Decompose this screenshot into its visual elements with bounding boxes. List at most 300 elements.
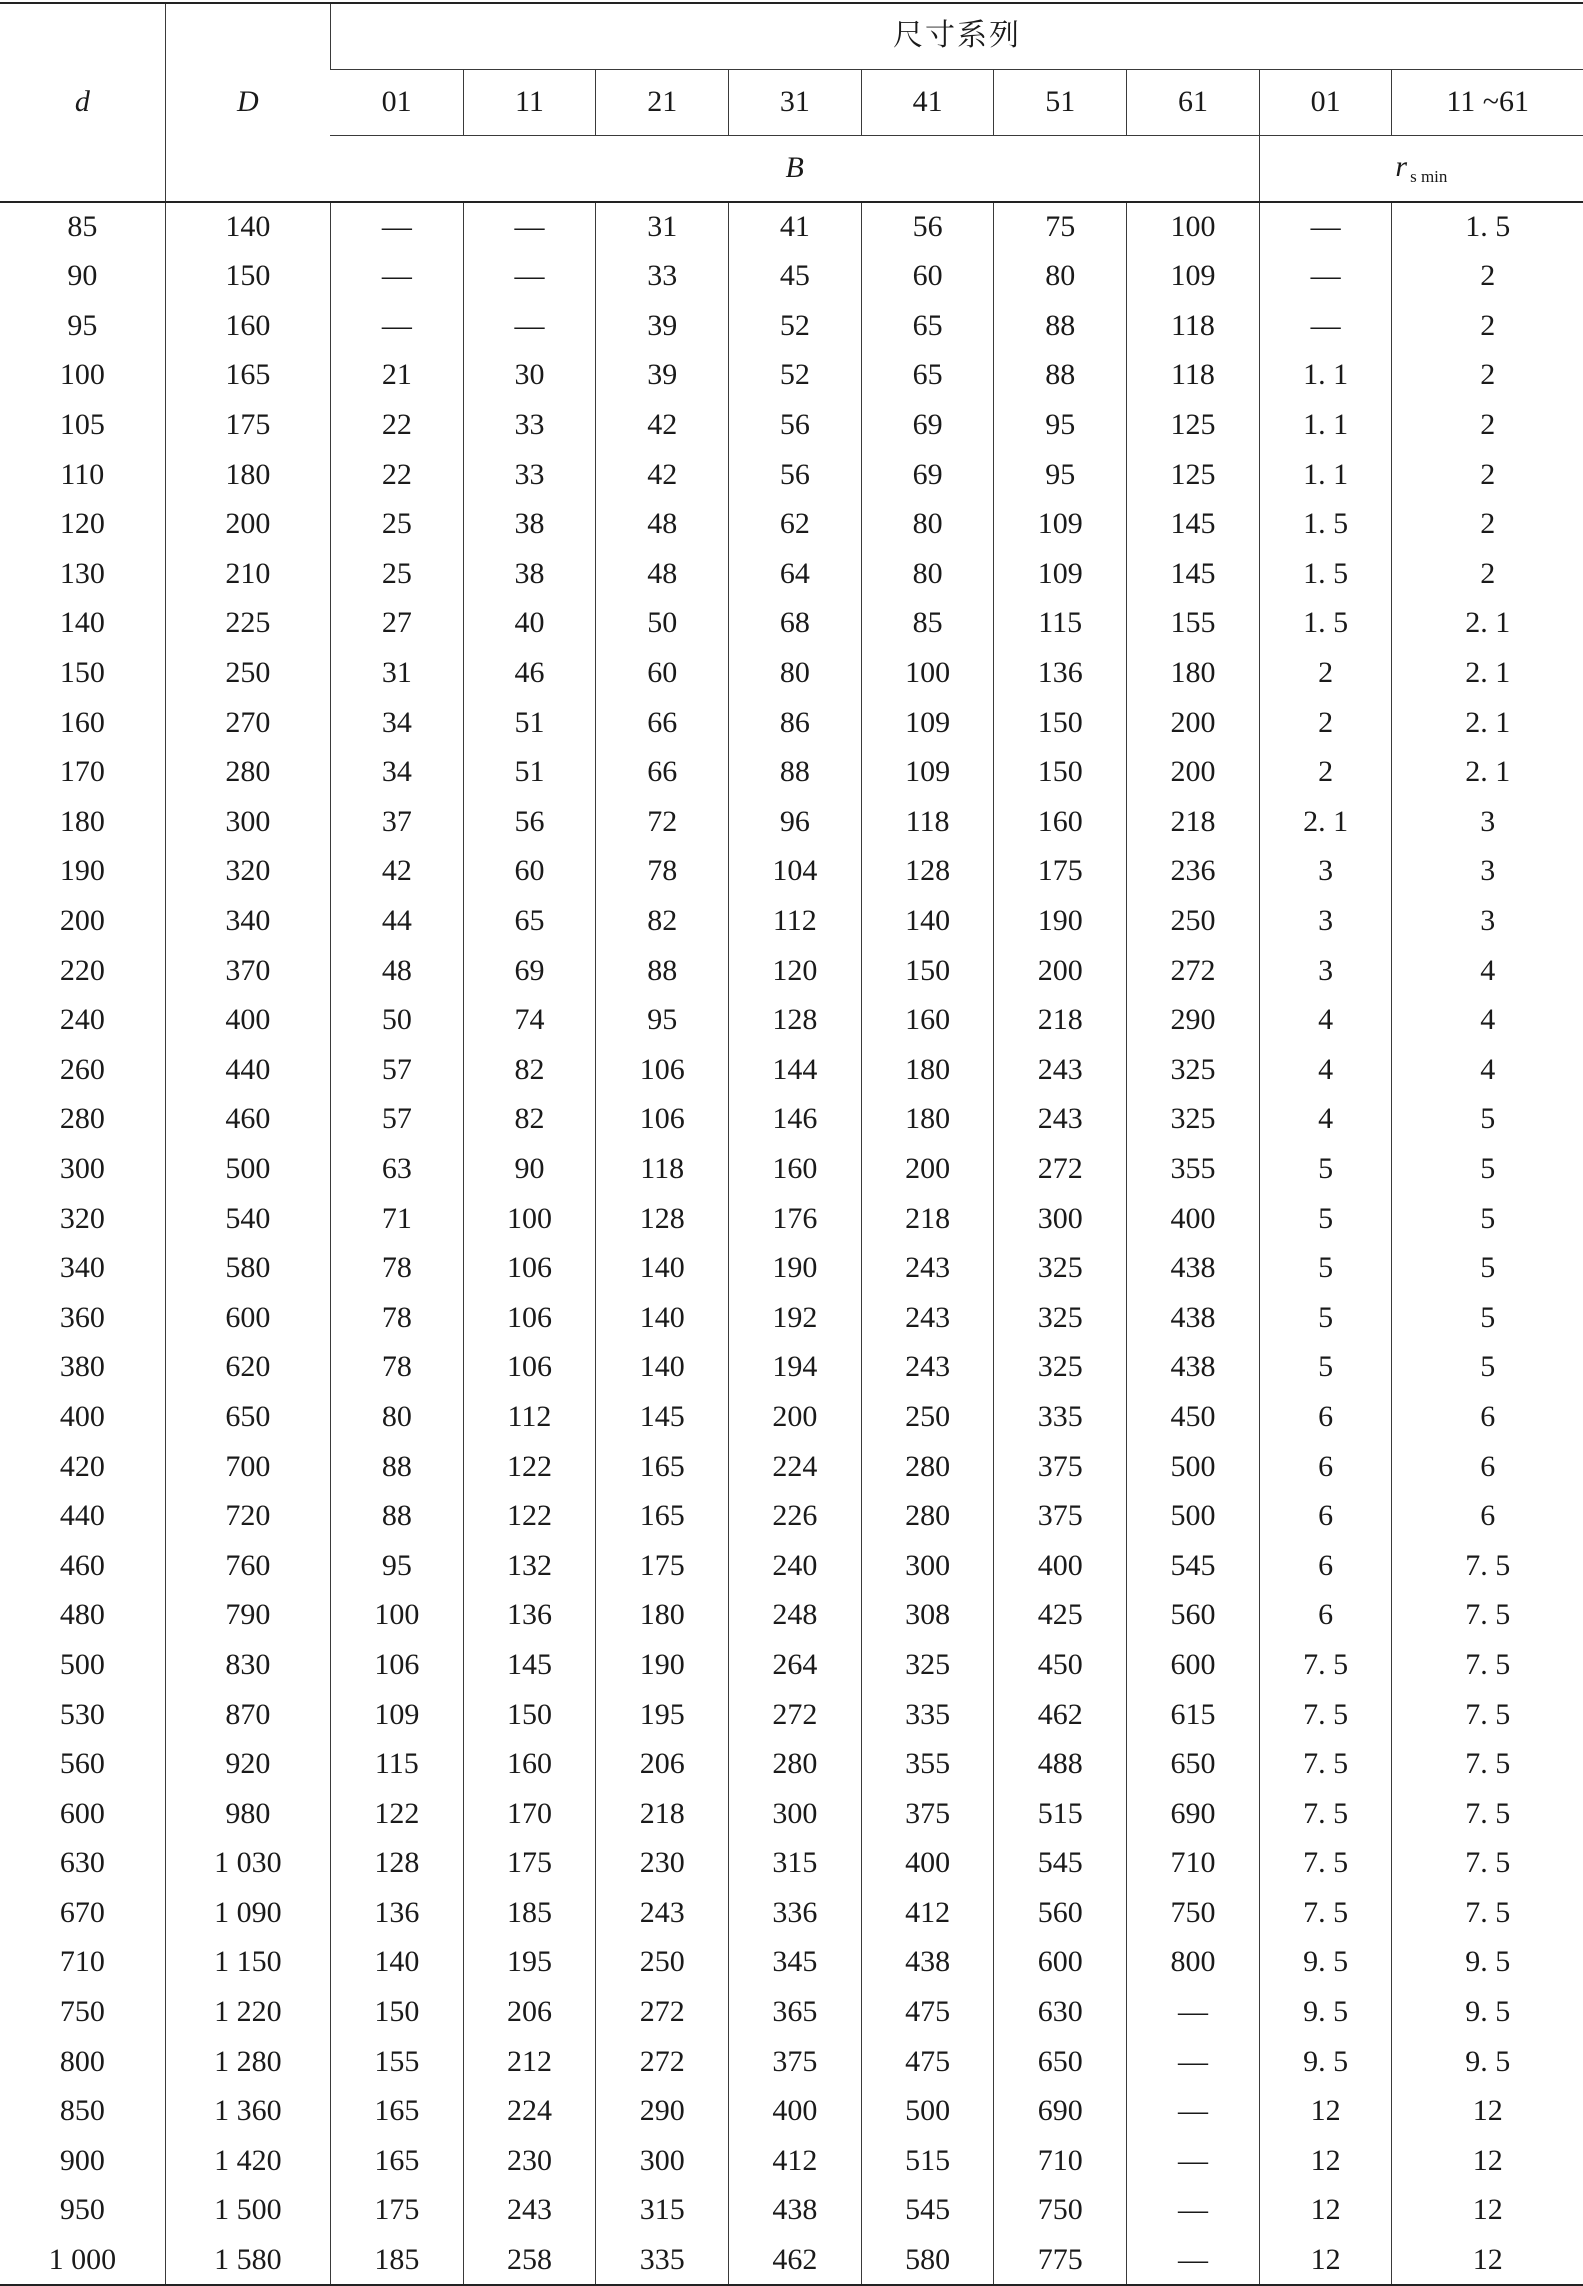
cell-b-61: 438 xyxy=(1127,1293,1260,1343)
cell-b-51: 710 xyxy=(994,2136,1127,2186)
cell-b-51: 335 xyxy=(994,1392,1127,1442)
cell-b-21: 206 xyxy=(596,1739,729,1789)
cell-b-21: 140 xyxy=(596,1293,729,1343)
cell-D: 760 xyxy=(165,1541,330,1591)
cell-rs-11-61: 5 xyxy=(1392,1343,1583,1393)
cell-D: 440 xyxy=(165,1045,330,1095)
table-row xyxy=(0,1888,1583,1938)
cell-b-31: 438 xyxy=(729,2186,862,2236)
cell-b-21: 50 xyxy=(596,599,729,649)
cell-rs-01: 1. 5 xyxy=(1259,499,1392,549)
table-row xyxy=(0,1690,1583,1740)
cell-b-01: 95 xyxy=(330,1541,463,1591)
cell-b-41: 160 xyxy=(861,995,994,1045)
cell-D: 175 xyxy=(165,400,330,450)
cell-b-41: 85 xyxy=(861,599,994,649)
cell-b-01: 155 xyxy=(330,2037,463,2087)
table-row xyxy=(0,896,1583,946)
cell-b-41: 515 xyxy=(861,2136,994,2186)
cell-b-21: 66 xyxy=(596,698,729,748)
cell-b-21: 39 xyxy=(596,301,729,351)
cell-rs-01: 7. 5 xyxy=(1259,1690,1392,1740)
cell-d: 220 xyxy=(59,953,105,987)
cell-b-61: 236 xyxy=(1127,847,1260,897)
cell-b-51: 560 xyxy=(994,1888,1127,1938)
cell-b-51: 375 xyxy=(994,1491,1127,1541)
cell-rs-01: 1. 5 xyxy=(1259,599,1392,649)
cell-rs-11-61: 7. 5 xyxy=(1392,1838,1583,1888)
cell-b-51: 325 xyxy=(994,1293,1127,1343)
table-row xyxy=(0,599,1583,649)
cell-b-41: 69 xyxy=(861,400,994,450)
cell-b-51: 243 xyxy=(994,1095,1127,1145)
cell-d: 560 xyxy=(59,1747,105,1781)
cell-b-31: 248 xyxy=(729,1591,862,1641)
cell-b-41: 475 xyxy=(861,2037,994,2087)
cell-rs-11-61: 12 xyxy=(1392,2235,1583,2285)
cell-b-01: 50 xyxy=(330,995,463,1045)
cell-d: 900 xyxy=(59,2143,105,2177)
cell-b-11: — xyxy=(463,251,596,301)
cell-d: 260 xyxy=(59,1052,105,1086)
cell-b-51: 190 xyxy=(994,896,1127,946)
cell-b-21: 39 xyxy=(596,351,729,401)
cell-b-01: 128 xyxy=(330,1838,463,1888)
cell-D: 720 xyxy=(165,1491,330,1541)
cell-b-31: 264 xyxy=(729,1640,862,1690)
cell-d: 850 xyxy=(59,2094,105,2128)
cell-b-11: 136 xyxy=(463,1591,596,1641)
cell-b-31: 240 xyxy=(729,1541,862,1591)
cell-b-51: 325 xyxy=(994,1243,1127,1293)
cell-b-61: 145 xyxy=(1127,549,1260,599)
cell-b-41: 500 xyxy=(861,2086,994,2136)
cell-b-01: 115 xyxy=(330,1739,463,1789)
cell-d: 320 xyxy=(59,1201,105,1235)
cell-b-21: 165 xyxy=(596,1491,729,1541)
cell-rs-01: 5 xyxy=(1259,1194,1392,1244)
cell-D: 200 xyxy=(165,499,330,549)
cell-rs-01: 12 xyxy=(1259,2086,1392,2136)
cell-b-41: 65 xyxy=(861,301,994,351)
table-row xyxy=(0,2136,1583,2186)
header-row-1 xyxy=(0,3,1583,69)
cell-d: 110 xyxy=(60,457,105,491)
cell-rs-01: 12 xyxy=(1259,2136,1392,2186)
cell-b-01: 106 xyxy=(330,1640,463,1690)
cell-b-11: 100 xyxy=(463,1194,596,1244)
cell-b-21: 42 xyxy=(596,450,729,500)
cell-d: 440 xyxy=(59,1499,105,1533)
cell-b-51: 690 xyxy=(994,2086,1127,2136)
table-header xyxy=(0,3,1583,202)
cell-b-11: 112 xyxy=(463,1392,596,1442)
cell-rs-01: 5 xyxy=(1259,1343,1392,1393)
cell-b-61: 325 xyxy=(1127,1095,1260,1145)
cell-b-21: 42 xyxy=(596,400,729,450)
cell-b-61: 710 xyxy=(1127,1838,1260,1888)
cell-b-41: 580 xyxy=(861,2235,994,2285)
table-row xyxy=(0,1194,1583,1244)
table-body xyxy=(0,202,1583,2285)
cell-b-61: 800 xyxy=(1127,1938,1260,1988)
cell-rs-11-61: 2. 1 xyxy=(1392,698,1583,748)
table-row xyxy=(0,1243,1583,1293)
table-row xyxy=(0,1491,1583,1541)
cell-b-31: 56 xyxy=(729,400,862,450)
cell-d: 240 xyxy=(59,1003,105,1037)
table-row xyxy=(0,351,1583,401)
cell-b-01: — xyxy=(330,202,463,252)
cell-D: 500 xyxy=(165,1144,330,1194)
cell-rs-11-61: 5 xyxy=(1392,1194,1583,1244)
header-D: D xyxy=(165,3,330,202)
cell-b-11: 145 xyxy=(463,1640,596,1690)
cell-b-51: 630 xyxy=(994,1987,1127,2037)
cell-rs-11-61: 4 xyxy=(1392,1045,1583,1095)
cell-b-11: 51 xyxy=(463,698,596,748)
cell-b-01: 140 xyxy=(330,1938,463,1988)
cell-b-11: 65 xyxy=(463,896,596,946)
cell-D: 165 xyxy=(165,351,330,401)
cell-b-61: 218 xyxy=(1127,797,1260,847)
header-r-series-01: 01 xyxy=(1259,69,1392,135)
cell-b-61: 545 xyxy=(1127,1541,1260,1591)
cell-b-51: 462 xyxy=(994,1690,1127,1740)
cell-b-01: 88 xyxy=(330,1442,463,1492)
table-row xyxy=(0,1541,1583,1591)
cell-rs-11-61: 6 xyxy=(1392,1442,1583,1492)
cell-b-31: 375 xyxy=(729,2037,862,2087)
cell-b-31: 52 xyxy=(729,301,862,351)
cell-b-11: 51 xyxy=(463,747,596,797)
cell-rs-11-61: 6 xyxy=(1392,1392,1583,1442)
cell-rs-11-61: 4 xyxy=(1392,995,1583,1045)
cell-d: 200 xyxy=(59,904,105,937)
cell-b-11: 185 xyxy=(463,1888,596,1938)
cell-b-21: 243 xyxy=(596,1888,729,1938)
cell-b-01: 150 xyxy=(330,1987,463,2037)
table-row xyxy=(0,747,1583,797)
cell-b-01: 71 xyxy=(330,1194,463,1244)
cell-b-51: 218 xyxy=(994,995,1127,1045)
cell-D: 400 xyxy=(165,995,330,1045)
cell-rs-11-61: 2. 1 xyxy=(1392,648,1583,698)
cell-b-01: 57 xyxy=(330,1045,463,1095)
cell-D: 370 xyxy=(165,946,330,996)
table-row xyxy=(0,2235,1583,2285)
cell-rs-11-61: 6 xyxy=(1392,1491,1583,1541)
cell-b-31: 224 xyxy=(729,1442,862,1492)
cell-rs-11-61: 3 xyxy=(1392,896,1583,946)
header-series-01: 01 xyxy=(330,69,463,135)
cell-b-61: 325 xyxy=(1127,1045,1260,1095)
cell-b-31: 365 xyxy=(729,1987,862,2037)
cell-b-31: 52 xyxy=(729,351,862,401)
cell-b-21: 190 xyxy=(596,1640,729,1690)
cell-d: 100 xyxy=(59,358,105,392)
cell-D: 540 xyxy=(165,1194,330,1244)
cell-b-61: 118 xyxy=(1127,351,1260,401)
cell-b-11: 106 xyxy=(463,1343,596,1393)
cell-b-21: 72 xyxy=(596,797,729,847)
cell-rs-01: 7. 5 xyxy=(1259,1789,1392,1839)
cell-b-21: 180 xyxy=(596,1591,729,1641)
cell-D: 1 220 xyxy=(165,1987,330,2037)
cell-b-11: 30 xyxy=(463,351,596,401)
cell-rs-11-61: 1. 5 xyxy=(1392,202,1583,252)
cell-b-01: 21 xyxy=(330,351,463,401)
cell-b-61: 750 xyxy=(1127,1888,1260,1938)
cell-b-21: 95 xyxy=(596,995,729,1045)
cell-b-21: 145 xyxy=(596,1392,729,1442)
cell-D: 620 xyxy=(165,1343,330,1393)
table-row xyxy=(0,1442,1583,1492)
cell-b-41: 475 xyxy=(861,1987,994,2037)
cell-b-01: 27 xyxy=(330,599,463,649)
cell-D: 1 090 xyxy=(165,1888,330,1938)
cell-b-01: 185 xyxy=(330,2235,463,2285)
cell-rs-01: 2 xyxy=(1259,698,1392,748)
cell-b-51: 400 xyxy=(994,1541,1127,1591)
table-row xyxy=(0,1144,1583,1194)
cell-b-31: 88 xyxy=(729,747,862,797)
cell-rs-01: 4 xyxy=(1259,1045,1392,1095)
cell-b-41: 128 xyxy=(861,847,994,897)
cell-rs-01: 9. 5 xyxy=(1259,1987,1392,2037)
cell-b-51: 488 xyxy=(994,1739,1127,1789)
cell-b-01: 34 xyxy=(330,747,463,797)
cell-b-01: 22 xyxy=(330,450,463,500)
cell-d: 670 xyxy=(59,1895,105,1929)
cell-b-31: 192 xyxy=(729,1293,862,1343)
cell-rs-11-61: 7. 5 xyxy=(1392,1690,1583,1740)
cell-rs-01: 6 xyxy=(1259,1541,1392,1591)
cell-b-31: 315 xyxy=(729,1838,862,1888)
cell-b-41: 412 xyxy=(861,1888,994,1938)
cell-D: 460 xyxy=(165,1095,330,1145)
cell-b-41: 180 xyxy=(861,1045,994,1095)
cell-b-01: 63 xyxy=(330,1144,463,1194)
cell-rs-11-61: 7. 5 xyxy=(1392,1591,1583,1641)
table-row xyxy=(0,251,1583,301)
cell-rs-01: 6 xyxy=(1259,1591,1392,1641)
cell-b-21: 33 xyxy=(596,251,729,301)
cell-b-31: 272 xyxy=(729,1690,862,1740)
cell-b-31: 190 xyxy=(729,1243,862,1293)
cell-b-01: 48 xyxy=(330,946,463,996)
cell-b-11: 106 xyxy=(463,1293,596,1343)
cell-rs-01: 12 xyxy=(1259,2235,1392,2285)
cell-d: 750 xyxy=(59,1995,105,2029)
cell-rs-11-61: 12 xyxy=(1392,2136,1583,2186)
cell-rs-01: 4 xyxy=(1259,995,1392,1045)
cell-d: 630 xyxy=(59,1846,105,1880)
header-series-61: 61 xyxy=(1127,69,1260,135)
cell-b-11: 106 xyxy=(463,1243,596,1293)
cell-b-51: 515 xyxy=(994,1789,1127,1839)
table-row xyxy=(0,847,1583,897)
cell-d: 150 xyxy=(59,656,105,690)
cell-b-11: 60 xyxy=(463,847,596,897)
cell-b-51: 272 xyxy=(994,1144,1127,1194)
cell-b-31: 412 xyxy=(729,2136,862,2186)
cell-b-41: 65 xyxy=(861,351,994,401)
cell-b-61: 100 xyxy=(1127,202,1260,252)
cell-b-11: 69 xyxy=(463,946,596,996)
cell-rs-11-61: 2 xyxy=(1392,499,1583,549)
table-row xyxy=(0,1987,1583,2037)
cell-b-61: 109 xyxy=(1127,251,1260,301)
table-row xyxy=(0,450,1583,500)
cell-b-41: 100 xyxy=(861,648,994,698)
cell-rs-01: 3 xyxy=(1259,946,1392,996)
cell-d: 280 xyxy=(59,1102,105,1136)
header-series-51: 51 xyxy=(994,69,1127,135)
cell-b-41: 280 xyxy=(861,1442,994,1492)
cell-b-01: 122 xyxy=(330,1789,463,1839)
table-row xyxy=(0,1838,1583,1888)
cell-b-21: 60 xyxy=(596,648,729,698)
cell-D: 920 xyxy=(165,1739,330,1789)
cell-b-31: 300 xyxy=(729,1789,862,1839)
header-r-subscript: s min xyxy=(1410,166,1448,186)
cell-rs-11-61: 2 xyxy=(1392,351,1583,401)
cell-b-41: 80 xyxy=(861,549,994,599)
cell-D: 300 xyxy=(165,797,330,847)
cell-d: 530 xyxy=(59,1697,105,1731)
cell-d: 300 xyxy=(59,1151,105,1185)
table-row xyxy=(0,2086,1583,2136)
cell-b-11: 224 xyxy=(463,2086,596,2136)
cell-b-01: 25 xyxy=(330,499,463,549)
cell-b-51: 775 xyxy=(994,2235,1127,2285)
cell-d: 140 xyxy=(59,606,105,640)
cell-b-51: 425 xyxy=(994,1591,1127,1641)
table-row xyxy=(0,499,1583,549)
cell-b-31: 280 xyxy=(729,1739,862,1789)
cell-b-21: 140 xyxy=(596,1343,729,1393)
cell-b-31: 128 xyxy=(729,995,862,1045)
cell-b-61: 118 xyxy=(1127,301,1260,351)
cell-D: 700 xyxy=(165,1442,330,1492)
cell-b-31: 45 xyxy=(729,251,862,301)
cell-b-51: 75 xyxy=(994,202,1127,252)
cell-b-41: 400 xyxy=(861,1838,994,1888)
cell-b-41: 243 xyxy=(861,1343,994,1393)
cell-rs-01: 3 xyxy=(1259,847,1392,897)
cell-b-11: 82 xyxy=(463,1045,596,1095)
cell-d: 500 xyxy=(59,1647,105,1681)
cell-rs-11-61: 7. 5 xyxy=(1392,1541,1583,1591)
cell-b-21: 88 xyxy=(596,946,729,996)
cell-rs-01: 5 xyxy=(1259,1243,1392,1293)
cell-b-41: 80 xyxy=(861,499,994,549)
cell-rs-01: 5 xyxy=(1259,1144,1392,1194)
cell-b-51: 150 xyxy=(994,747,1127,797)
cell-b-61: — xyxy=(1127,2235,1260,2285)
cell-rs-11-61: 3 xyxy=(1392,847,1583,897)
cell-b-61: 250 xyxy=(1127,896,1260,946)
cell-b-11: 150 xyxy=(463,1690,596,1740)
cell-b-41: 243 xyxy=(861,1293,994,1343)
cell-D: 600 xyxy=(165,1293,330,1343)
cell-b-41: 218 xyxy=(861,1194,994,1244)
cell-b-21: 218 xyxy=(596,1789,729,1839)
cell-b-31: 462 xyxy=(729,2235,862,2285)
cell-b-01: 175 xyxy=(330,2186,463,2236)
cell-d: 85 xyxy=(67,210,98,244)
cell-b-21: 165 xyxy=(596,1442,729,1492)
cell-b-61: 600 xyxy=(1127,1640,1260,1690)
cell-b-61: 615 xyxy=(1127,1690,1260,1740)
cell-rs-01: 3 xyxy=(1259,896,1392,946)
cell-rs-01: 7. 5 xyxy=(1259,1739,1392,1789)
cell-b-11: 195 xyxy=(463,1938,596,1988)
cell-b-41: 250 xyxy=(861,1392,994,1442)
table-row xyxy=(0,400,1583,450)
cell-rs-11-61: 2 xyxy=(1392,549,1583,599)
cell-b-41: 375 xyxy=(861,1789,994,1839)
header-dimension-series: 尺寸系列 xyxy=(330,3,1583,69)
cell-b-61: — xyxy=(1127,2186,1260,2236)
cell-b-01: 25 xyxy=(330,549,463,599)
cell-rs-11-61: 2 xyxy=(1392,450,1583,500)
cell-b-31: 62 xyxy=(729,499,862,549)
cell-b-51: 325 xyxy=(994,1343,1127,1393)
header-series-11: 11 xyxy=(463,69,596,135)
cell-rs-11-61: 9. 5 xyxy=(1392,1987,1583,2037)
cell-b-41: 545 xyxy=(861,2186,994,2236)
cell-d: 480 xyxy=(59,1598,105,1632)
cell-b-61: 450 xyxy=(1127,1392,1260,1442)
cell-b-31: 400 xyxy=(729,2086,862,2136)
cell-b-51: 375 xyxy=(994,1442,1127,1492)
cell-b-51: 80 xyxy=(994,251,1127,301)
cell-b-31: 194 xyxy=(729,1343,862,1393)
cell-b-21: 106 xyxy=(596,1095,729,1145)
cell-rs-01: 4 xyxy=(1259,1095,1392,1145)
table-row xyxy=(0,648,1583,698)
cell-b-31: 80 xyxy=(729,648,862,698)
cell-b-51: 136 xyxy=(994,648,1127,698)
table-row xyxy=(0,2037,1583,2087)
cell-b-31: 56 xyxy=(729,450,862,500)
cell-b-31: 41 xyxy=(729,202,862,252)
table-row xyxy=(0,946,1583,996)
cell-b-01: — xyxy=(330,251,463,301)
cell-b-21: 315 xyxy=(596,2186,729,2236)
cell-d: 710 xyxy=(59,1945,105,1979)
cell-b-01: 165 xyxy=(330,2086,463,2136)
table-row xyxy=(0,549,1583,599)
cell-d: 400 xyxy=(59,1399,105,1433)
header-series-31: 31 xyxy=(729,69,862,135)
cell-b-41: 308 xyxy=(861,1591,994,1641)
cell-rs-11-61: 5 xyxy=(1392,1243,1583,1293)
cell-b-31: 200 xyxy=(729,1392,862,1442)
cell-D: 1 030 xyxy=(165,1838,330,1888)
cell-b-41: 180 xyxy=(861,1095,994,1145)
cell-D: 1 420 xyxy=(165,2136,330,2186)
cell-b-41: 243 xyxy=(861,1243,994,1293)
cell-rs-11-61: 2. 1 xyxy=(1392,747,1583,797)
cell-D: 1 360 xyxy=(165,2086,330,2136)
cell-b-21: 335 xyxy=(596,2235,729,2285)
header-r-symbol: r xyxy=(1395,149,1408,183)
cell-b-01: 78 xyxy=(330,1293,463,1343)
cell-b-11: 212 xyxy=(463,2037,596,2087)
